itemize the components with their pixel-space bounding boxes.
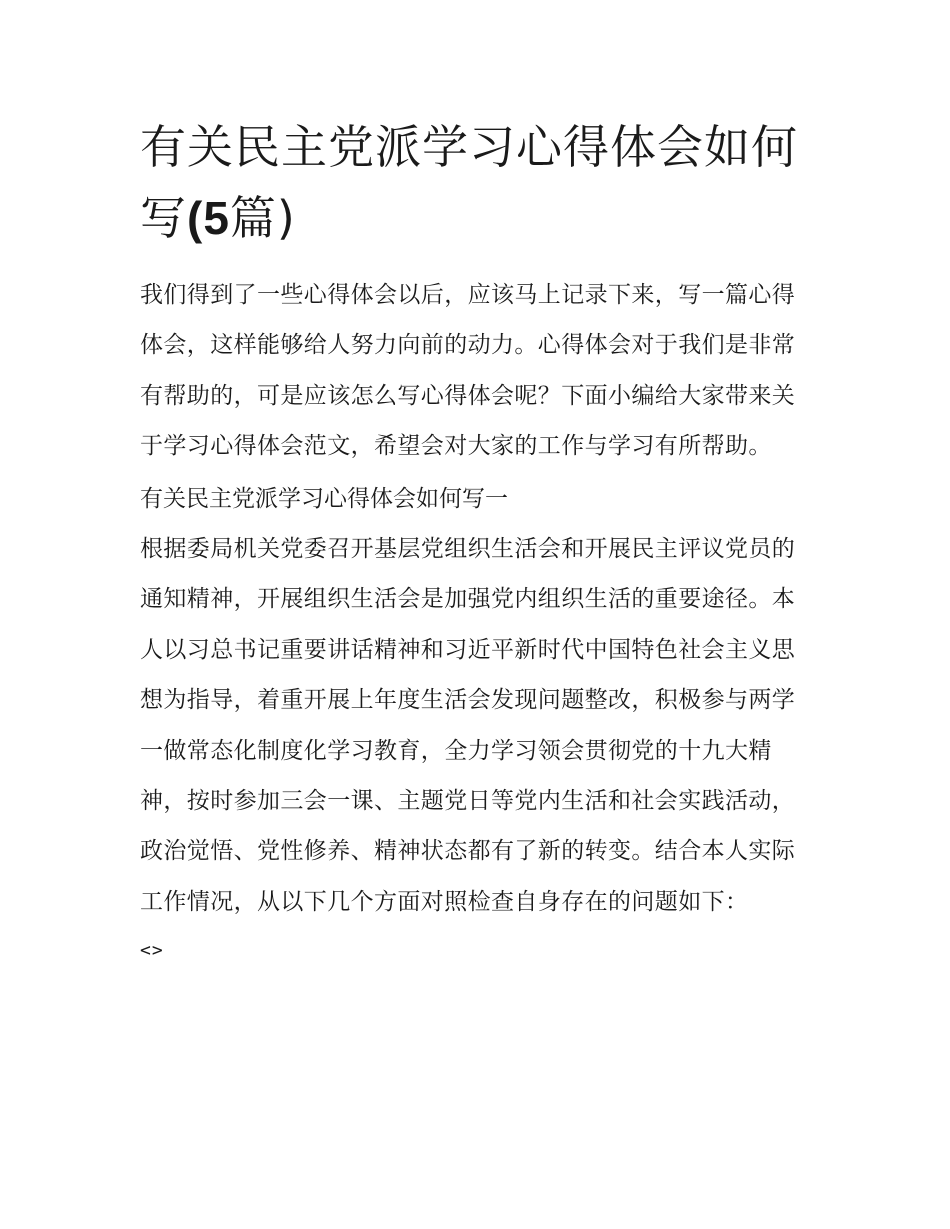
document-content [140, 112, 812, 975]
angle-bracket-marker: <> [140, 940, 164, 962]
section-paragraph: 根据委局机关党委召开基层党组织生活会和开展民主评议党员的通知精神，开展组织生活会是加强党内组织生活的重要途径。本人以习总书记重要讲话精神和习近平新时代中国特色社会主义思想为指导，着重开展上年度生活会发现问题整改，积极参与两学一做常态化制度化学习教育，全力学习领会贯彻党的十九大精神，按时参加三会一课、主题党日等党内生活和社会实践活动，政治觉悟、党性修养、精神状态都有了新的转变。结合本人实际工作情况，从以下几个方面对照检查自身存在的问题如下： [140, 536, 796, 915]
intro-paragraph: 我们得到了一些心得体会以后，应该马上记录下来，写一篇心得体会，这样能够给人努力向前的动力。心得体会对于我们是非常有帮助的，可是应该怎么写心得体会呢？下面小编给大家带来关于学习心得体会范文，希望会对大家的工作与学习有所帮助。 [140, 282, 796, 460]
title-text: 有关民主党派学习心得体会如何写 [140, 120, 798, 245]
document-title [140, 112, 812, 254]
title-count: (5 [187, 192, 230, 244]
title-suffix: 篇) [229, 191, 296, 245]
section-heading: 有关民主党派学习心得体会如何写一 [140, 485, 508, 512]
